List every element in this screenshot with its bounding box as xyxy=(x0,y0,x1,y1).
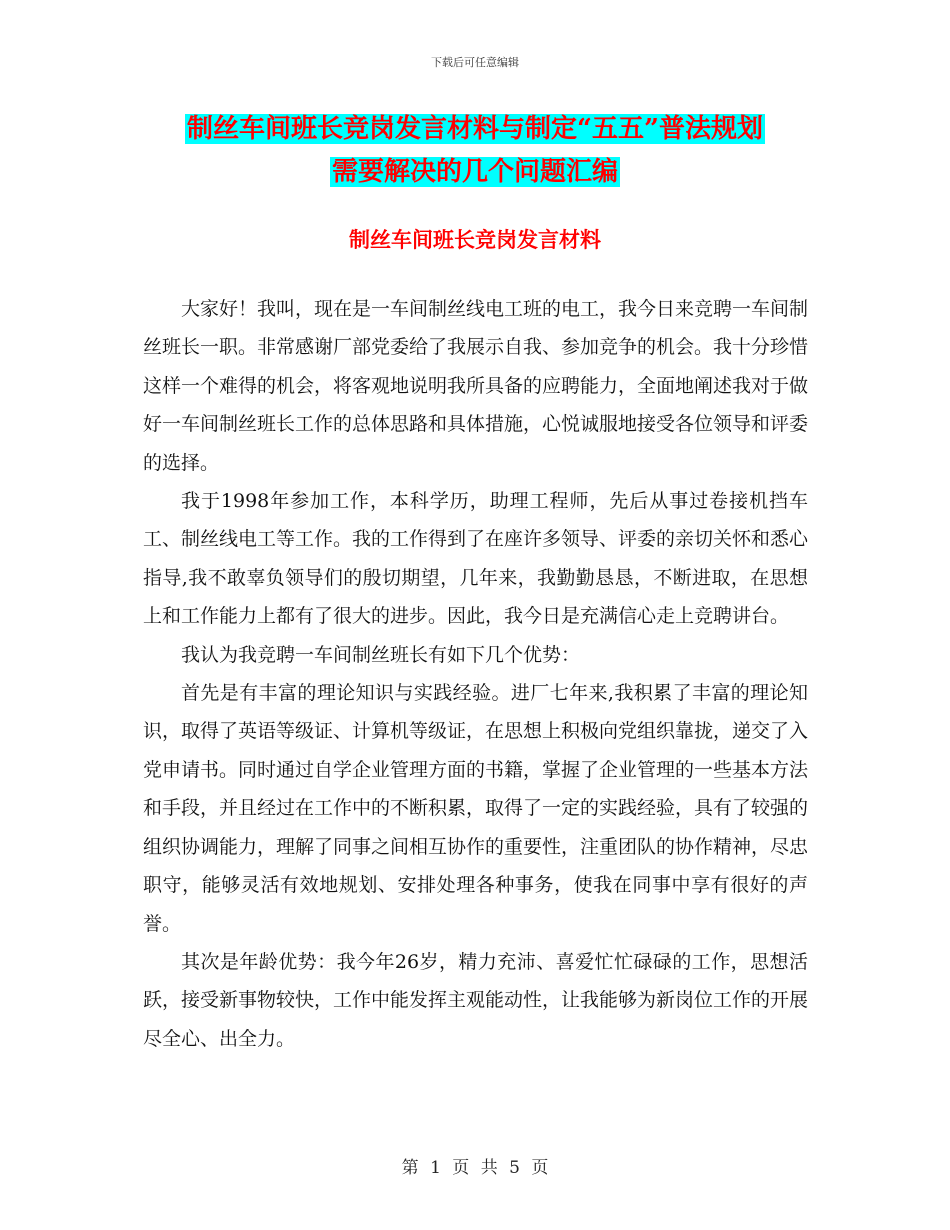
paragraph-3: 我认为我竞聘一车间制丝班长有如下几个优势： xyxy=(181,643,581,666)
document-title-line-1 xyxy=(0,112,950,146)
section-title: 制丝车间班长竞岗发言材料 xyxy=(349,227,601,252)
title-highlight-1: 制丝车间班长竞岗发言材料与制定“五五”普法规划 xyxy=(187,114,763,144)
paragraph-5: 其次是年龄优势：我今年26岁，精力充沛、喜爱忙忙碌碌的工作，思想活跃，接受新事物较快，工作中能发挥主观能动性，让我能够为新岗位工作的开展尽全心、出全力。 xyxy=(143,950,809,1050)
document-title-line-2 xyxy=(0,155,950,189)
title-highlight-2: 需要解决的几个问题汇编 xyxy=(331,157,618,187)
paragraph-4: 首先是有丰富的理论知识与实践经验。进厂七年来,我积累了丰富的理论知识，取得了英语等级证、计算机等级证，在思想上积极向党组织靠拢，递交了入党申请书。同时通过自学企业管理方面的书籍，掌握了企业管理的一些基本方法和手段，并且经过在工作中的不断积累，取得了一定的实践经验，具有了较强的组织协调能力，理解了同事之间相互协作的重要性，注重团队的协作精神，尽忠职守，能够灵活有效地规划、安排处理各种事务，使我在同事中享有很好的声誉。 xyxy=(143,682,809,935)
body-text xyxy=(143,290,808,1058)
page-number-footer: 第 1 页 共 5 页 xyxy=(401,1158,549,1178)
paragraph-2: 我于1998年参加工作，本科学历，助理工程师，先后从事过卷接机挡车工、制丝线电工等工作。我的工作得到了在座许多领导、评委的亲切关怀和悉心指导,我不敢辜负领导们的殷切期望，几年来，我勤勤恳恳，不断进取，在思想上和工作能力上都有了很大的进步。因此，我今日是充满信心走上竞聘讲台。 xyxy=(143,490,809,628)
paragraph-1: 大家好！我叫，现在是一车间制丝线电工班的电工，我今日来竞聘一车间制丝班长一职。非常感谢厂部党委给了我展示自我、参加竞争的机会。我十分珍惜这样一个难得的机会，将客观地说明我所具备的应聘能力，全面地阐述我对于做好一车间制丝班长工作的总体思路和具体措施，心悦诚服地接受各位领导和评委的选择。 xyxy=(143,298,809,474)
page-header-note: 下载后可任意编辑 xyxy=(431,56,519,69)
